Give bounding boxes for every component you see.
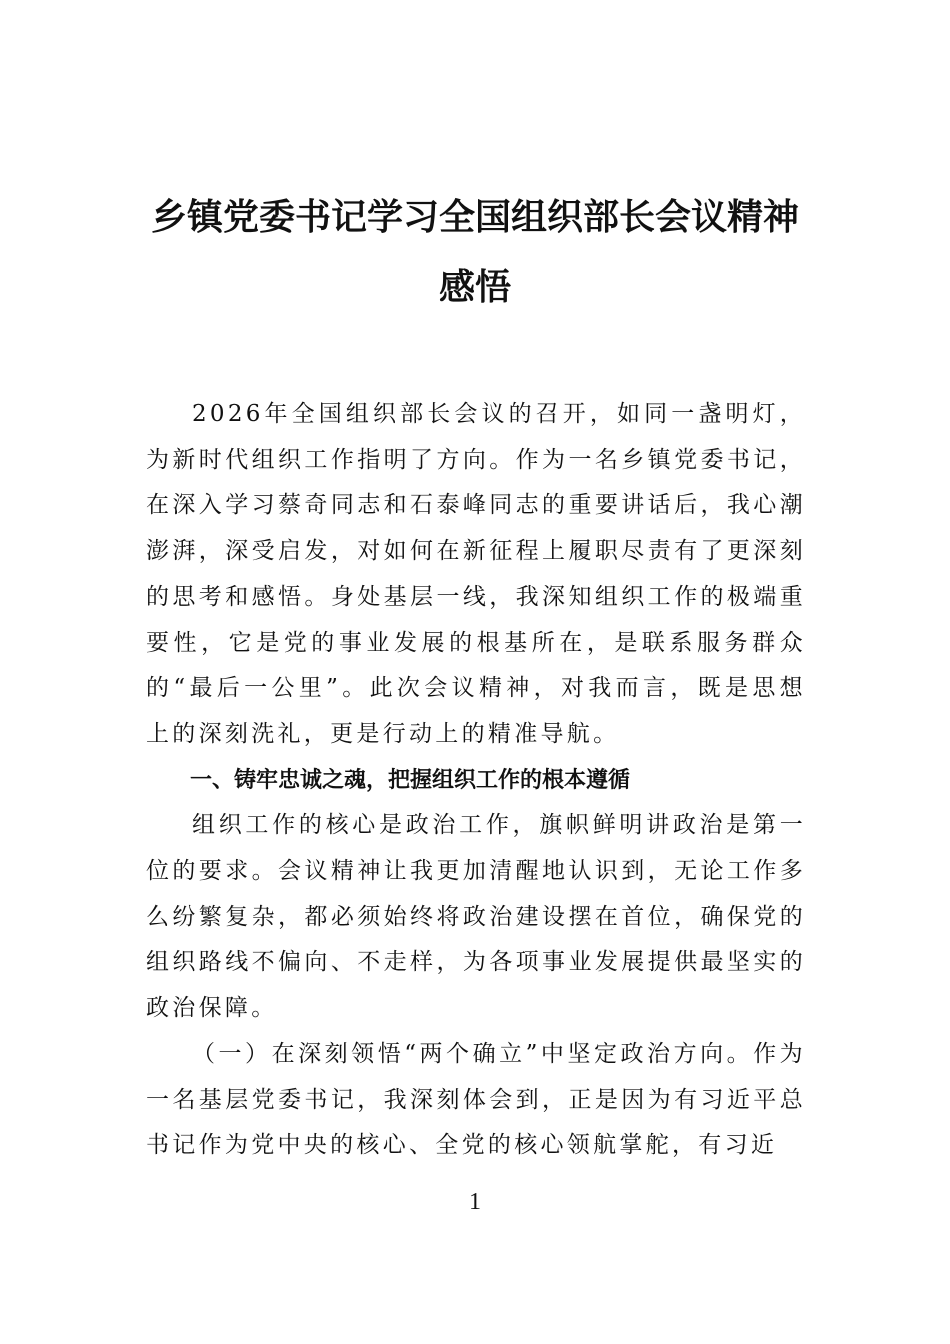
intro-paragraph: 2026年全国组织部长会议的召开，如同一盏明灯，为新时代组织工作指明了方向。作为一名乡镇党委书记，在深入学习蔡奇同志和石泰峰同志的重要讲话后，我心潮澎湃，深受启发，对如何在新征程上履职尽责有了更深刻的思考和感悟。身处基层一线，我深知组织工作的极端重要性，它是党的事业发展的根基所在，是联系服务群众的“最后一公里”。此次会议精神，对我而言，既是思想上的深刻洗礼，更是行动上的精准导航。	[146, 401, 806, 747]
document-title-line-1: 乡镇党委书记学习全国组织部长会议精神	[150, 197, 799, 238]
subsection-1-paragraph	[146, 1032, 806, 1169]
section-1-heading: 一、铸牢忠诚之魂，把握组织工作的根本遵循	[190, 767, 631, 793]
document-title-line-2: 感悟	[438, 267, 511, 308]
document-body	[146, 392, 806, 1169]
section-1-paragraph: 组织工作的核心是政治工作，旗帜鲜明讲政治是第一位的要求。会议精神让我更加清醒地认识到，无论工作多么纷繁复杂，都必须始终将政治建设摆在首位，确保党的组织路线不偏向、不走样，为各项事业发展提供最坚实的政治保障。	[146, 812, 806, 1022]
page-number: 1	[469, 1189, 481, 1215]
subsection-1-lead: （一）在深刻领悟“两个确立”中坚定政治方向。	[192, 1040, 754, 1067]
subsection-1-text: 作为一名基层党委书记，我深刻体会到，正是因为有习近平总书记作为党中央的核心、全党的核心领航掌舵，有习近	[146, 1040, 806, 1159]
